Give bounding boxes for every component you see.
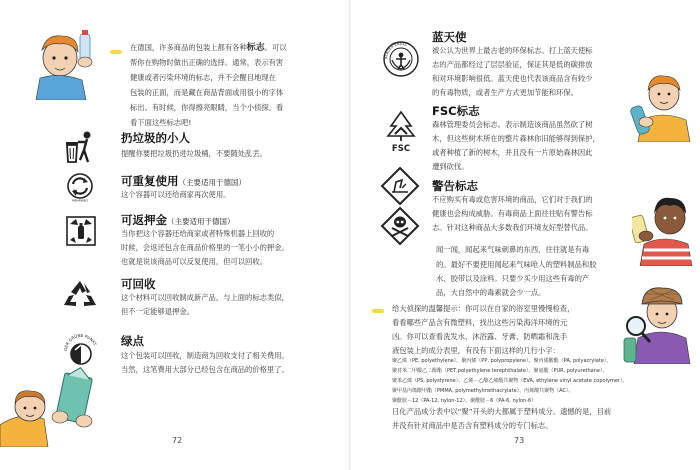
intro-line-6: 看下面这些标志吧! — [130, 118, 192, 127]
svg-text:MEHRWEG: MEHRWEG — [72, 198, 88, 202]
smell-line-1: 闻一闻，闻起来气味刺鼻的东西，往往就是有毒 — [436, 245, 590, 254]
smell-line-4: 品，大自然中的毒素就会少一点。 — [436, 288, 546, 297]
boy-sniffing-illustration — [632, 186, 696, 266]
section-reusable-text: 这个容器可以还给商家再次使用。 — [121, 190, 231, 199]
boy-with-bottle-illustration — [30, 28, 108, 100]
green-dot-ring-text: DER GRÜNE PUNKT — [62, 332, 98, 352]
section-blueangel-title: 蓝天使 — [432, 30, 467, 44]
intro-line-5: 标出。有时候，你得擦亮眼睛，当个小侦探。看 — [130, 103, 284, 112]
page-number-right: 73 — [514, 436, 525, 445]
section-blueangel-line-4: 的有毒物质，或者生产方式更加节能和环保。 — [432, 88, 578, 97]
section-fsc-line-1: 森林管理委员会标志。表示制造该商品虽然砍了树 — [432, 120, 593, 129]
ingredient-line-2: 聚对苯二甲酸乙二醇酯（PET,polyethylene terephthalate）、聚氨酯（PUR, polyurethane）、 — [392, 368, 608, 374]
smell-line-3: 水、胶带以及涂料。只要少买少用这些有毒的产 — [436, 274, 590, 283]
hazard-diamond-icon — [380, 166, 420, 206]
boy-with-carton-illustration — [0, 365, 106, 447]
toxic-skull-icon — [380, 206, 420, 246]
girl-with-bottle-illustration — [628, 64, 694, 142]
closing-line-1: 日化产品成分表中以“聚”开头的大都属于塑料成分。遗憾的是，目前 — [392, 407, 612, 416]
fsc-label-text: FSC — [391, 144, 411, 154]
section-recycle-line-1: 这个材料可以回收制成新产品，与上面的标志类似， — [121, 293, 289, 302]
trash-person-icon — [64, 130, 96, 164]
ingredient-line-5: 聚酰胺－12（PA-12, nylon-12）、聚酰胺－6（PA-6, nylon-6） — [392, 398, 537, 404]
section-warning-line-2: 健康也会构成威胁。有毒商品上面往往贴有警告标 — [432, 209, 593, 218]
section-deposit-line-1: 当你把这个容器还给商家或者特殊机器上回收的 — [121, 229, 275, 238]
section-recycle-line-2: 但不一定能够退押金。 — [121, 307, 194, 316]
closing-line-2: 并没有针对商品中是否含有塑料成分的专门标志。 — [392, 421, 553, 430]
tip-line-2: 看看哪些产品含有微塑料，找出这些污染海洋环境的元 — [392, 318, 568, 327]
intro-line-2: 帮你在购物时做出正确的选择。通常，表示有害 — [130, 58, 284, 67]
section-deposit-line-3: 也就是说该商品可以反复使用，但可以回收。 — [121, 257, 267, 266]
intro-line-3: 健康或者污染环境的标志，并不会醒目地现在 — [130, 73, 276, 82]
ingredient-line-4: 聚甲基丙烯酸甲酯（PMMA, polymethylmethacrylate）、丙烯酸共聚物（AC）、 — [392, 388, 574, 394]
section-deposit-title: 可返押金（主要适用于德国） — [121, 213, 235, 227]
tip-highlight — [372, 309, 384, 313]
section-fsc-line-4: 遭到砍伐。 — [432, 162, 469, 171]
tip-line-4: 液包装上的成分表里，有没有下面这样的几行小字： — [392, 346, 560, 355]
smell-line-2: 的。最好不要使用闻起来气味呛人的塑料制品和胶 — [436, 260, 597, 269]
detective-girl-illustration — [620, 268, 698, 364]
section-tidyman-title: 扔垃圾的小人 — [121, 131, 190, 145]
tip-line-3: 凶。你可以查看洗发水、沐浴露、牙膏、防晒霜和洗手 — [392, 332, 568, 341]
intro-highlight — [110, 50, 122, 54]
deposit-bottle-icon — [66, 216, 96, 246]
section-blueangel-line-3: 和对环境影响很低。蓝天使也代表该商品含有较少 — [432, 74, 593, 83]
section-greendot-line-1: 这个包装可以回收，制造商为回收支付了相关费用。 — [121, 351, 289, 360]
page-number-left: 72 — [172, 436, 183, 445]
section-blueangel-line-2: 志的产品都经过了层层验证，保证其是低的碳排放 — [432, 60, 593, 69]
tip-line-1: 给大侦探的温馨提示：你可以在自家的浴室里慢慢检查， — [392, 304, 575, 313]
section-warning-line-1: 不应购买有毒或危害环境的商品，它们对于我们的 — [432, 195, 593, 204]
section-fsc-title: FSC标志 — [432, 104, 480, 118]
intro-line-1: 在德国，许多商品的包装上都有各种标志。可以 — [130, 43, 287, 53]
section-deposit-line-2: 时候，会返还包含在商品价格里的一笔小小的押金。 — [121, 243, 289, 252]
section-fsc-line-2: 木，但这些树木所在的整片森林你旧能够得到保护， — [432, 134, 600, 143]
fsc-tree-icon — [382, 108, 420, 154]
ingredient-line-1: 聚乙烯（PE, polyethylene）、聚丙烯（PP, polypropylene）、聚丙烯酸酯（PA, polyacrylate）、 — [392, 358, 612, 364]
recycle-triangle-icon — [62, 278, 98, 310]
section-warning-line-3: 志。针对这种商品大多数我们环境友好型替代品。 — [432, 223, 593, 232]
section-tidyman-text: 提醒你要把垃圾扔进垃圾桶，不要随处乱丢。 — [121, 149, 267, 158]
section-greendot-title: 绿点 — [121, 334, 144, 348]
section-fsc-line-3: 或者种植了新的树木，并且没有一片原始森林因此 — [432, 148, 593, 157]
page-right — [350, 0, 700, 470]
section-warning-title: 警告标志 — [432, 179, 478, 193]
section-reusable-title: 可重复使用（主要适用于德国） — [121, 174, 246, 188]
svg-text:BLAUER ENGEL — [384, 42, 408, 59]
section-recycle-title: 可回收 — [121, 277, 156, 291]
blue-angel-ring-text: BLAUER ENGEL — [383, 41, 408, 60]
intro-line-4: 包装的正面，而是藏在商品背面或用很小的字体 — [130, 88, 284, 97]
ingredient-line-3: 聚苯乙烯（PS, polystyrene）、乙烯－乙酸乙烯酯共聚物（EVA, ethylene vinyl acetate copolymer）、 — [392, 378, 628, 384]
reusable-arrows-icon — [66, 172, 94, 202]
blue-angel-icon — [382, 40, 420, 78]
section-blueangel-line-1: 被公认为世界上最古老的环保标志。打上蓝天使标 — [432, 46, 593, 55]
section-greendot-line-2: 当然，这笔费用大部分已经包含在商品的价格里了。 — [121, 365, 289, 374]
